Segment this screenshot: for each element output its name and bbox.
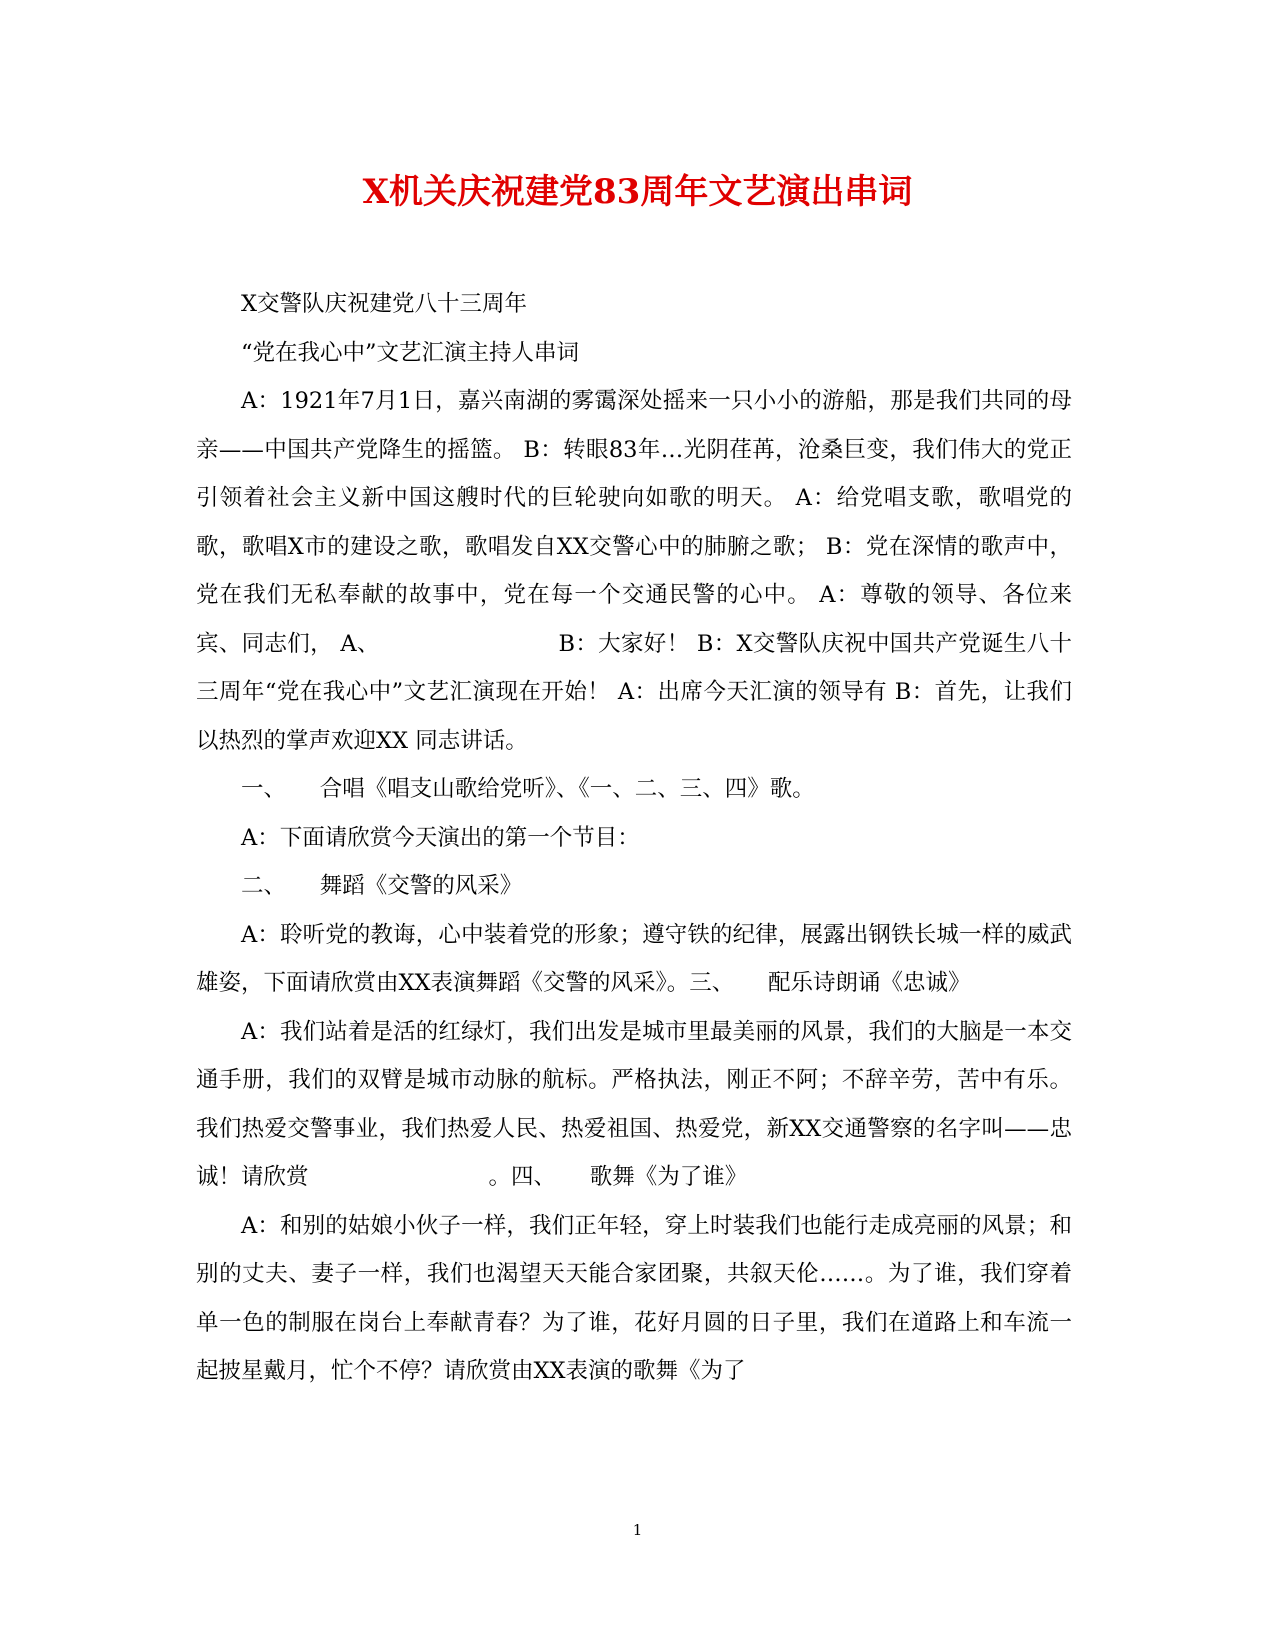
paragraph: A：我们站着是活的红绿灯，我们出发是城市里最美丽的风景，我们的大脑是一本交通手册，我们的双臂是城市动脉的航标。严格执法，刚正不阿；不辞辛劳，苦中有乐。我们热爱交警事业，我们热爱人民、热爱祖国、热爱党，新XX交通警察的名字叫——忠诚！请欣赏 。四、 歌舞《为了谁》: [196, 1018, 1072, 1190]
paragraph: A：下面请欣赏今天演出的第一个节目：: [241, 824, 640, 851]
document-title: X机关庆祝建党83周年文艺演出串词: [362, 172, 913, 212]
paragraph: A：1921年7月1日，嘉兴南湖的雾霭深处摇来一只小小的游船，那是我们共同的母亲——中国共产党降生的摇篮。 B：转眼83年…光阴荏苒，沧桑巨变，我们伟大的党正引领着社会主义新中国这艘时代的巨轮驶向如歌的明天。 A：给党唱支歌，歌唱党的歌，歌唱X市的建设之歌，歌唱发自XX交警心中的肺腑之歌； B：党在深情的歌声中，党在我们无私奉献的故事中，党在每一个交通民警的心中。 A：尊敬的领导、各位来宾、同志们， A、 B：大家好！ B：X交警队庆祝中国共产党诞生八十三周年“党在我心中”文艺汇演现在开始！ A：出席今天汇演的领导有 B：首先，让我们以热烈的掌声欢迎XX 同志讲话。: [196, 388, 1072, 754]
paragraph: “党在我心中”文艺汇演主持人串词: [241, 339, 580, 366]
paragraph: A：聆听党的教诲，心中装着党的形象；遵守铁的纪律，展露出钢铁长城一样的威武雄姿，下面请欣赏由XX表演舞蹈《交警的风采》。三、 配乐诗朗诵《忠诚》: [196, 921, 1072, 996]
paragraph: A：和别的姑娘小伙子一样，我们正年轻，穿上时装我们也能行走成亮丽的风景；和别的丈夫、妻子一样，我们也渴望天天能合家团聚，共叙天伦……。为了谁，我们穿着单一色的制服在岗台上奉献青春？为了谁，花好月圆的日子里，我们在道路上和车流一起披星戴月，忙个不停？请欣赏由XX表演的歌舞《为了: [196, 1212, 1072, 1384]
paragraph: 二、 舞蹈《交警的风采》: [241, 873, 523, 899]
page-number: 1: [632, 1521, 643, 1539]
document-body: [196, 280, 1072, 1396]
paragraph: X交警队庆祝建党八十三周年: [241, 291, 528, 317]
paragraph: 一、 合唱《唱支山歌给党听》、《一、二、三、四》歌。: [241, 776, 815, 802]
